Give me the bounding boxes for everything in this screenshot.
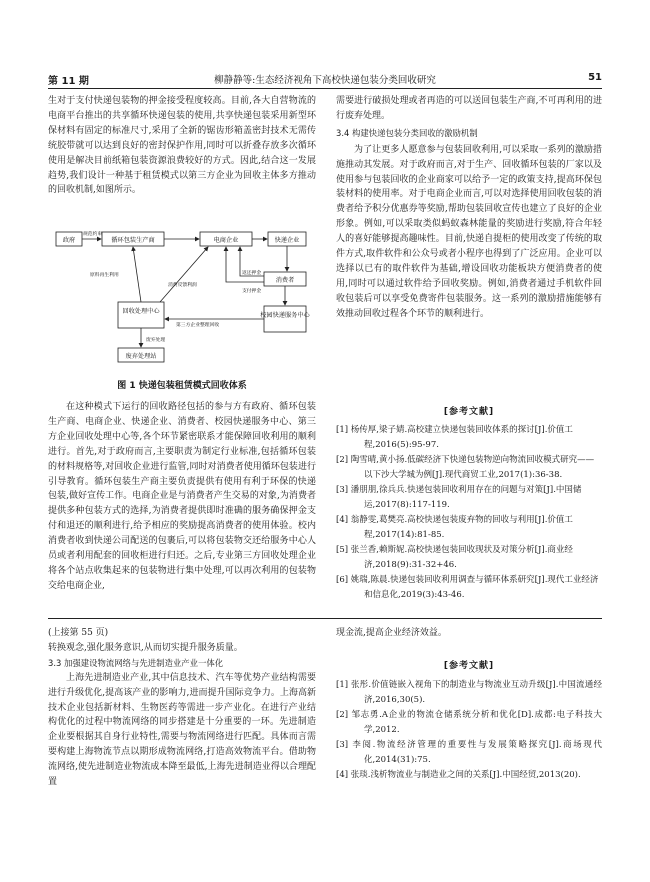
reference-item: [4] 翁静雯,葛樊亮.高校快递包装废弃物的回收与利用[J].价值工程,2017(14):81-85. — [336, 515, 573, 540]
svg-text:电商企业: 电商企业 — [213, 237, 239, 244]
paragraph: 现金流,提高企业经济效益。 — [336, 628, 447, 638]
left-column-top — [48, 94, 316, 198]
issue-number: 第 11 期 — [48, 76, 89, 87]
reference-item: [3] 潘朋朋,徐兵兵.快递包装回收利用存在的问题与对策[J].中国储运,2017(8):117-119. — [336, 485, 582, 510]
section-heading: 3.3 加强建设物流网络与先进制造业产业一体化 — [48, 657, 224, 668]
svg-text:支付押金: 支付押金 — [242, 289, 262, 294]
reference-item: [2] 陶雪晴,黄小扬.低碳经济下快递包装物逆向物流回收模式研究——以下沙大学城为例[J].现代商贸工业,2017(1):36-38. — [336, 455, 595, 480]
section-divider — [48, 618, 602, 619]
svg-text:规范约束: 规范约束 — [83, 232, 103, 237]
running-title: 柳静静等:生态经济视角下高校快递包装分类回收研究 — [214, 75, 436, 86]
reference-item: [3] 李阅.物流经济管理的重要性与发展策略探究[J].商场现代化,2014(31):75. — [336, 739, 602, 765]
svg-text:政府: 政府 — [62, 237, 76, 244]
section-heading: 3.4 构建快递包装分类回收的激励机制 — [336, 127, 478, 138]
paragraph: 生对于支付快递包装物的押金接受程度较高。目前,各大自营物流的电商平台推出的共享循环快递包装的使用,共享快递包装采用新型环保材料有固定的标准尺寸,采用了全新的锯齿形箱盖密封技术无需传统胶带就可以达到良好的密封保护作用,同时可以折叠存放多次循环使用是解决目前纸箱包装资源浪费较好的方式。因此,结合这一发展趋势,我们设计一种基于租赁模式以第三方企业为回收主体多方推动的回收机制,如图所示。 — [48, 96, 316, 196]
paragraph: 转换观念,强化服务意识,从而切实提升服务质量。 — [48, 642, 243, 653]
svg-text:第三方企业整理回收: 第三方企业整理回收 — [176, 323, 220, 328]
references-title: [参考文献] — [443, 660, 495, 671]
left-column-bottom — [48, 400, 316, 594]
svg-text:回收处理中心: 回收处理中心 — [122, 308, 160, 315]
paragraph: 为了让更多人愿意参与包装回收利用,可以采取一系列的激励措施推动其发展。对于政府而言,对于生产、回收循环包装的厂家以及使用参与包装回收的企业商家可以给予一定的政策支持,提高环保包装材料的使用率。对于电商企业而言,可以对选择使用回收包装的消费者给予积分优惠券等奖励,帮助包装回收宣传也建立了良好的企业形象。例如,可以采取类似蚂蚁森林能量的奖励进行奖励,符合年轻人的喜好能够提高趣味性。目前,快递自提柜的使用改变了传统的取件方式,取件软件和公众号或者小程序也得到了广泛应用。企业可以选择以已有的取件软件为基础,增设回收功能板块方便消费者的使用,同时可以通过软件给予回收奖励。例如,消费者通过手机软件回收包装后可以享受免费寄件包装服务。这一系列的激励措施能够有效推动回收过程各个环节的顺利进行。 — [336, 144, 602, 319]
reference-item: [5] 张兰香,赖斯妮.高校快递包装回收现状及对策分析[J].商业经济,2018(9):31-32+46. — [336, 545, 573, 570]
reference-item: [6] 姚瑞,陈晨.快递包装回收利用调查与循环体系研究[J].现代工业经济和信息化,2019(3):43-46. — [336, 575, 599, 600]
node-campus-center — [264, 306, 306, 332]
reference-item: [2] 邹志勇.A企业的物流仓储系统分析和优化[D].成都:电子科技大学,2012. — [336, 709, 602, 735]
svg-text:消费反馈利润: 消费反馈利润 — [168, 283, 197, 288]
bottom-left-column — [48, 626, 316, 790]
bottom-right-column — [336, 626, 602, 783]
svg-text:循环包装生产商: 循环包装生产商 — [111, 237, 155, 244]
svg-text:废弃处理: 废弃处理 — [146, 338, 166, 343]
references-section — [336, 404, 602, 603]
svg-text:返还押金: 返还押金 — [242, 271, 262, 276]
reference-list — [336, 423, 602, 603]
paragraph: 在这种模式下运行的回收路径包括的参与方有政府、循环包装生产商、电商企业、快递企业、消费者、校园快递服务中心、第三方企业回收处理中心等,各个环节紧密联系才能保障回收利用的顺利进行。首先,对于政府而言,主要职责为制定行业标准,包括循环包装的材料规格等,对回收企业进行监管,同时对消费者使用循环包装进行引导教育。循环包装生产商主要负责提供有使用有利于环保的快递包装,做好宣传工作。电商企业是与消费者产生交易的对象,为消费者提供多种包装方式的选择,为消费者提供即时准确的服务确保押金支付和退还的顺利进行,给予相应的奖励提高消费者的使用体验。校内消费者收到快递公司配送的包裹后,可以将包装物交还给服务中心人员或者利用配套的回收柜进行归还。之后,专业第三方回收处理企业将各个站点收集起来的包装物进行集中处理,可以再次利用的包装物交给电商企业, — [48, 402, 316, 591]
paragraph: 上海先进制造业产业,其中信息技术、汽车等优势产业结构需要进行升级优化,提高该产业的影响力,进而提升国际竞争力。上海高新技术企业包括新材料、生物医药等需进一步产业化。在进行产业结构优化的过程中物流网络的同步搭建是十分重要的一环。先进制造企业要根据其自身行业特性,需要与物流网络进行匹配。具体而言需要构建上海物流节点以期形成物流网络,打造高效物流平台。借助物流网络,使先进制造业物流成本降至最低,上海先进制造业得以合理配置 — [48, 672, 316, 788]
right-column — [336, 94, 602, 322]
continuation-note: (上接第 55 页) — [48, 628, 109, 638]
reference-item: [1] 张彤.价值链嵌入视角下的制造业与物流业互动升级[J].中国流通经济,2016,30(5). — [336, 679, 602, 705]
svg-text:快递企业: 快递企业 — [274, 237, 300, 244]
references-title: [参考文献] — [443, 407, 495, 417]
svg-text:废弃处理站: 废弃处理站 — [125, 353, 157, 360]
recycling-system-diagram — [50, 224, 318, 372]
node-recycle-center — [118, 302, 164, 328]
page-number: 51 — [588, 72, 602, 83]
figure-caption: 图 1 快递包装租赁模式回收体系 — [117, 381, 247, 391]
header-rule — [48, 88, 602, 89]
paragraph: 需要进行破损处理或者再造的可以送回包装生产商,不可再利用的进行废弃处理。 — [336, 96, 602, 121]
svg-text:消费者: 消费者 — [275, 277, 295, 284]
reference-item: [1] 杨传厚,梁子婧.高校建立快递包装回收体系的探讨[J].价值工程,2016(5):95-97. — [336, 425, 573, 450]
svg-text:原料再生利用: 原料再生利用 — [90, 273, 119, 278]
reference-item: [4] 张琰.浅析物流业与制造业之间的关系[J].中国经贸,2013(20). — [336, 769, 581, 780]
reference-list — [336, 678, 602, 783]
svg-text:校园快递服务中心: 校园快递服务中心 — [260, 312, 310, 319]
